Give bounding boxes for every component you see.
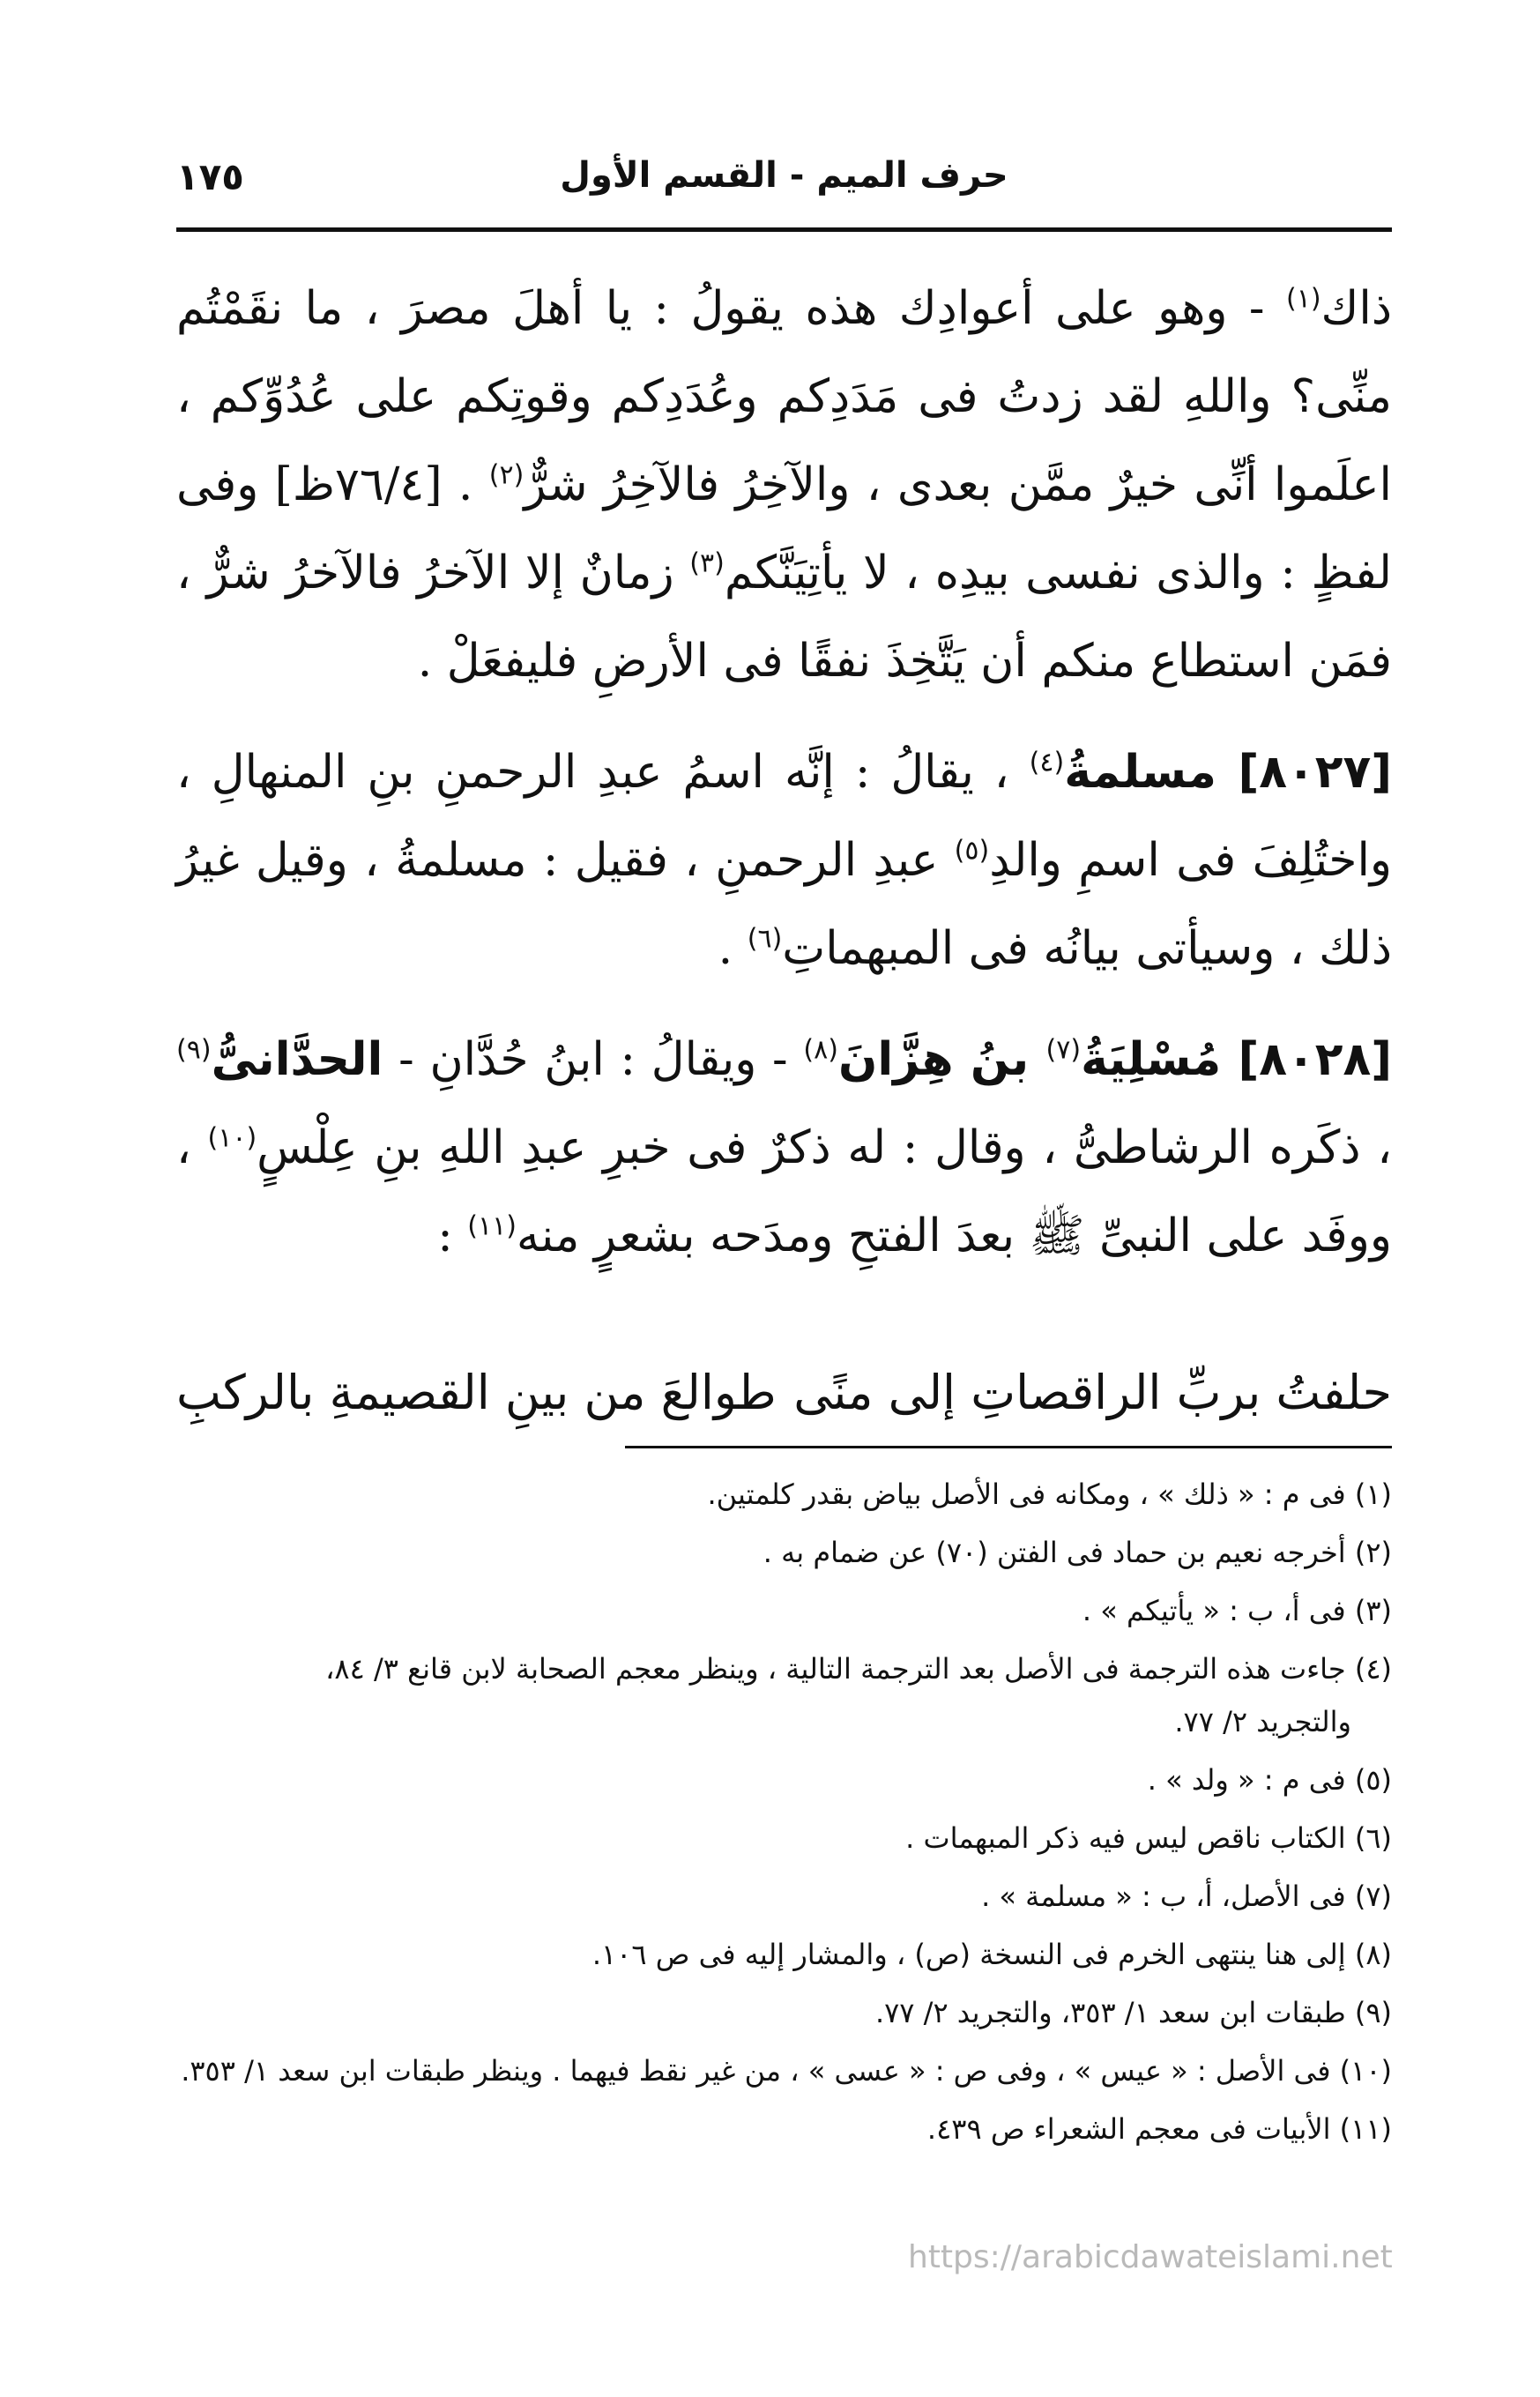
text-run: ، ذكَره الرشاطىُّ ، وقال : له ذكرٌ فى خبرِ عبدِ اللهِ بنِ عِلْسٍ bbox=[257, 1121, 1393, 1174]
footnote-marker: (٣) bbox=[689, 547, 725, 579]
entry-number: [٨٠٢٧] bbox=[1238, 746, 1393, 799]
footnote-number: (٧) bbox=[1354, 1880, 1392, 1913]
footnote-marker: (٦) bbox=[747, 923, 783, 955]
footnote-text: إلى هنا ينتهى الخرم فى النسخة (ص) ، والمشار إليه فى ص ١٠٦. bbox=[591, 1938, 1355, 1971]
footnote-text: فى م : « ذلك » ، ومكانه فى الأصل بياض بقدر كلمتين. bbox=[707, 1478, 1355, 1511]
footnote-8 bbox=[176, 1928, 1392, 1981]
footnote-marker: (١٠) bbox=[207, 1122, 257, 1154]
footnote-rule bbox=[625, 1446, 1392, 1448]
watermark-url: https://arabicdawateislami.net bbox=[908, 2239, 1393, 2275]
footnote-number: (٦) bbox=[1354, 1821, 1392, 1855]
footnote-10 bbox=[176, 2044, 1392, 2097]
footnote-3 bbox=[176, 1584, 1392, 1637]
text-run: ، يقالُ : إنَّه اسمُ عبدِ الرحمنِ بنِ المنهالِ ، واختُلِفَ فى اسمِ والدِ bbox=[176, 746, 1392, 887]
text-run: زمانٌ إلا الآخرُ فالآخرُ شرٌّ ، فمَن استطاع منكم أن يَتَّخِذَ نفقًا فى الأرضِ فليفعَلْ . bbox=[176, 547, 1392, 688]
text-run: - وهو على أعوادِك هذه يقولُ : يا أهلَ مصرَ ، ما نقَمْتُم منِّى؟ واللهِ لقد زدتُ فى مَدَدِكم وعُدَدِكم وقوتِكم على عُدُوِّكم ، اعلَموا أنِّى خيرٌ ممَّن بعدى ، والآخِرُ فالآخِرُ شرٌّ bbox=[176, 282, 1392, 511]
header-rule bbox=[176, 227, 1392, 232]
footnote-2 bbox=[176, 1526, 1392, 1579]
footnote-continuation: والتجريد ٢/ ٧٧. bbox=[1174, 1705, 1351, 1738]
footnote-5 bbox=[176, 1753, 1392, 1806]
footnotes bbox=[176, 1468, 1392, 2161]
footnote-number: (٢) bbox=[1354, 1536, 1392, 1569]
footnote-number: (٨) bbox=[1354, 1938, 1392, 1971]
footnote-text: طبقات ابن سعد ١/ ٣٥٣، والتجريد ٢/ ٧٧. bbox=[874, 1996, 1355, 2029]
footnote-text: فى الأصل، أ، ب : « مسلمة » . bbox=[981, 1880, 1355, 1913]
footnote-1 bbox=[176, 1468, 1392, 1521]
footnote-9 bbox=[176, 1986, 1392, 2039]
text-run: : bbox=[437, 1210, 468, 1262]
footnote-6 bbox=[176, 1812, 1392, 1865]
entry-number: [٨٠٢٨] bbox=[1238, 1033, 1392, 1086]
page-number: ١٧٥ bbox=[176, 155, 244, 198]
running-title: حرف الميم - القسم الأول bbox=[560, 155, 1008, 196]
text-run: ، ووفَد على النبىِّ ﷺ بعدَ الفتحِ ومدَحه بشعرٍ منه bbox=[176, 1121, 1392, 1262]
footnote-text: فى الأصل : « عيس » ، وفى ص : « عسى » ، من غير نقط فيهما . وينظر طبقات ابن سعد ١/ ٣٥٣. bbox=[181, 2054, 1340, 2088]
footnote-text: فى أ، ب : « يأتيكم » . bbox=[1082, 1594, 1355, 1627]
text-run: عبدِ الرحمنِ ، فقيل : مسلمةُ ، وقيل غيرُ ذلك ، وسيأتى بيانُه فى المبهماتِ bbox=[176, 834, 1392, 975]
footnote-7 bbox=[176, 1870, 1392, 1923]
footnote-text: فى م : « ولد » . bbox=[1147, 1763, 1355, 1797]
entry-name: مُسْلِيَةُ bbox=[1081, 1033, 1239, 1086]
entry-nisba: الحدَّانىُّ bbox=[211, 1033, 383, 1086]
footnote-number: (٩) bbox=[1354, 1996, 1392, 2029]
footnote-marker: (١١) bbox=[467, 1210, 517, 1242]
footnote-number: (١) bbox=[1354, 1478, 1392, 1511]
footnote-number: (١٠) bbox=[1339, 2054, 1392, 2088]
text-run: - ويقالُ : ابنُ حُدَّانِ - bbox=[383, 1033, 804, 1086]
footnote-number: (٤) bbox=[1354, 1652, 1392, 1686]
verse-second-hemistich: طوالعَ من بينِ القصيمةِ بالركبِ bbox=[176, 1365, 777, 1420]
verse-first-hemistich: حلفتُ بربِّ الراقصاتِ إلى منًى bbox=[793, 1365, 1392, 1420]
paragraph-hadith bbox=[176, 264, 1392, 705]
poem-verse bbox=[176, 1349, 1392, 1437]
footnote-marker: (٤) bbox=[1029, 747, 1065, 778]
footnote-number: (٣) bbox=[1354, 1594, 1392, 1627]
footnote-text: أخرجه نعيم بن حماد فى الفتن (٧٠) عن ضمام به . bbox=[763, 1536, 1355, 1569]
footnote-marker: (٨) bbox=[803, 1034, 838, 1066]
main-text bbox=[176, 264, 1392, 1280]
entry-name-father: بنُ هِزَّانَ bbox=[837, 1033, 1046, 1086]
footnote-text: جاءت هذه الترجمة فى الأصل بعد الترجمة التالية ، وينظر معجم الصحابة لابن قانع ٣/ ٨٤، bbox=[325, 1652, 1355, 1686]
footnote-marker: (٩) bbox=[176, 1034, 212, 1066]
footnote-marker: (٥) bbox=[954, 835, 990, 867]
footnote-marker: (١) bbox=[1285, 283, 1321, 315]
text-run: ذاك bbox=[1321, 282, 1392, 335]
footnote-number: (١١) bbox=[1339, 2112, 1392, 2146]
footnote-number: (٥) bbox=[1354, 1763, 1392, 1797]
footnote-text: الأبيات فى معجم الشعراء ص ٤٣٩. bbox=[926, 2112, 1340, 2146]
footnote-text: الكتاب ناقص ليس فيه ذكر المبهمات . bbox=[905, 1821, 1355, 1855]
entry-8027 bbox=[176, 728, 1392, 993]
text-run: . bbox=[718, 922, 748, 975]
entry-name: مسلمةُ bbox=[1064, 746, 1239, 799]
footnote-marker: (٧) bbox=[1045, 1034, 1082, 1066]
entry-8028 bbox=[176, 1016, 1392, 1280]
text-run: . [٧٦/٤ظ] وفى لفظٍ : والذى نفسى بيدِه ، لا يأتِيَنَّكم bbox=[176, 458, 1393, 599]
running-header bbox=[176, 148, 1392, 210]
footnote-marker: (٢) bbox=[488, 459, 524, 491]
footnote-11 bbox=[176, 2103, 1392, 2155]
footnote-4 bbox=[176, 1642, 1392, 1748]
